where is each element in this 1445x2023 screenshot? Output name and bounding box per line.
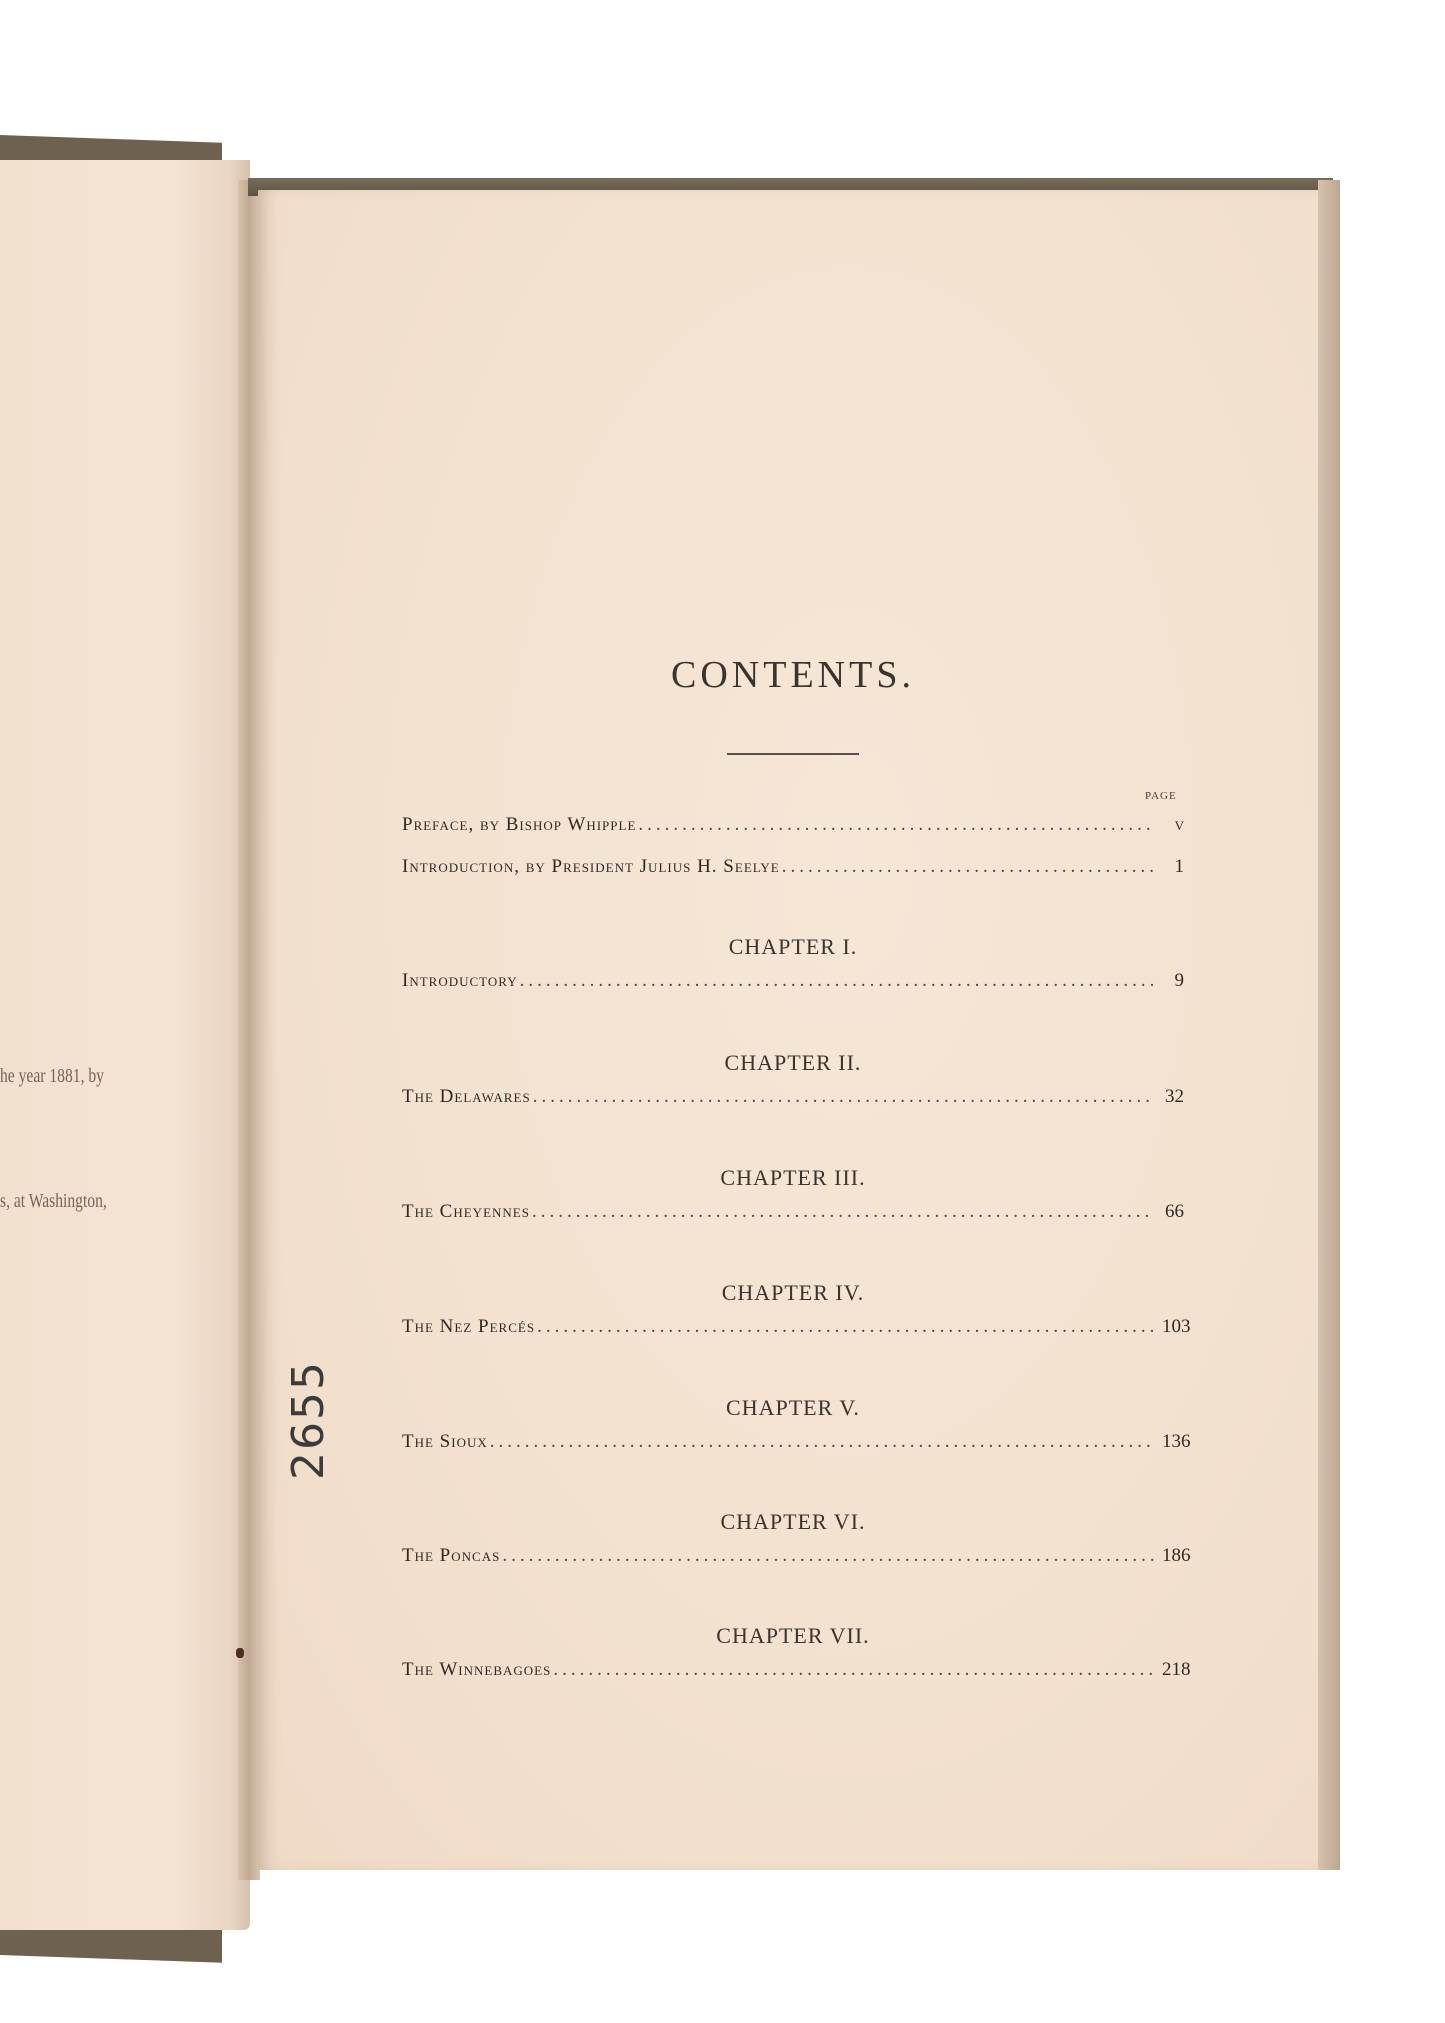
toc-entry-title: The Delawares — [402, 1086, 531, 1107]
title-rule — [727, 753, 859, 755]
paper-blemish — [236, 1648, 244, 1658]
toc-entry-chapter[interactable] — [402, 1431, 1191, 1457]
toc-entry-preface[interactable] — [402, 814, 1184, 840]
dot-leader — [638, 814, 1154, 836]
dot-leader — [502, 1545, 1154, 1567]
toc-entry-page: 103 — [1162, 1316, 1191, 1337]
toc-entry-chapter[interactable] — [402, 1659, 1191, 1685]
toc-entry-title: Preface, by Bishop Whipple — [402, 814, 637, 835]
dot-leader — [533, 1086, 1154, 1108]
toc-entry-title: The Winnebagoes — [402, 1659, 552, 1680]
toc-entry-title: Introduction, by President Julius H. Seelye — [402, 856, 780, 877]
toc-entry-title: The Poncas — [402, 1545, 501, 1566]
toc-entry-page: 32 — [1165, 1086, 1184, 1107]
dot-leader — [490, 1431, 1154, 1453]
page-column-label: PAGE — [1145, 790, 1177, 802]
copyright-line-1: he year 1881, by — [0, 1065, 104, 1087]
toc-entry-chapter[interactable] — [402, 970, 1184, 996]
dot-leader — [782, 856, 1154, 878]
chapter-heading: CHAPTER III. — [720, 1165, 866, 1190]
dot-leader — [553, 1659, 1154, 1681]
toc-entry-title: Introductory — [402, 970, 518, 991]
toc-entry-page: 9 — [1174, 970, 1184, 991]
chapter-heading: CHAPTER VII. — [716, 1623, 870, 1648]
chapter-heading: CHAPTER II. — [724, 1050, 862, 1075]
copyright-line-2: s, at Washington, — [0, 1190, 107, 1212]
contents-page — [258, 190, 1330, 1870]
toc-entry-page: v — [1174, 814, 1184, 835]
toc-entry-title: The Sioux — [402, 1431, 488, 1452]
contents-title: CONTENTS. — [671, 654, 915, 696]
dot-leader — [520, 970, 1154, 992]
book-gutter — [238, 180, 260, 1880]
toc-entry-page: 66 — [1165, 1201, 1184, 1222]
chapter-heading: CHAPTER VI. — [720, 1509, 866, 1534]
left-page — [0, 160, 250, 1930]
toc-entry-page: 136 — [1162, 1431, 1191, 1452]
page-edge — [1318, 180, 1340, 1870]
toc-entry-page: 1 — [1174, 856, 1184, 877]
dot-leader — [537, 1316, 1154, 1338]
toc-entry-title: The Nez Percés — [402, 1316, 536, 1337]
toc-entry-chapter[interactable] — [402, 1316, 1191, 1342]
toc-entry-introduction[interactable] — [402, 856, 1184, 882]
chapter-heading: CHAPTER IV. — [721, 1280, 865, 1305]
dot-leader — [532, 1201, 1154, 1223]
toc-entry-chapter[interactable] — [402, 1086, 1184, 1112]
chapter-heading: CHAPTER V. — [726, 1395, 860, 1420]
chapter-heading: CHAPTER I. — [728, 934, 858, 959]
toc-entry-chapter[interactable] — [402, 1201, 1184, 1227]
toc-entry-title: The Cheyennes — [402, 1201, 530, 1222]
toc-entry-page: 186 — [1162, 1545, 1191, 1566]
toc-entry-chapter[interactable] — [402, 1545, 1191, 1571]
toc-entry-page: 218 — [1162, 1659, 1191, 1680]
handwritten-catalog-number: 2655 — [283, 1360, 334, 1480]
